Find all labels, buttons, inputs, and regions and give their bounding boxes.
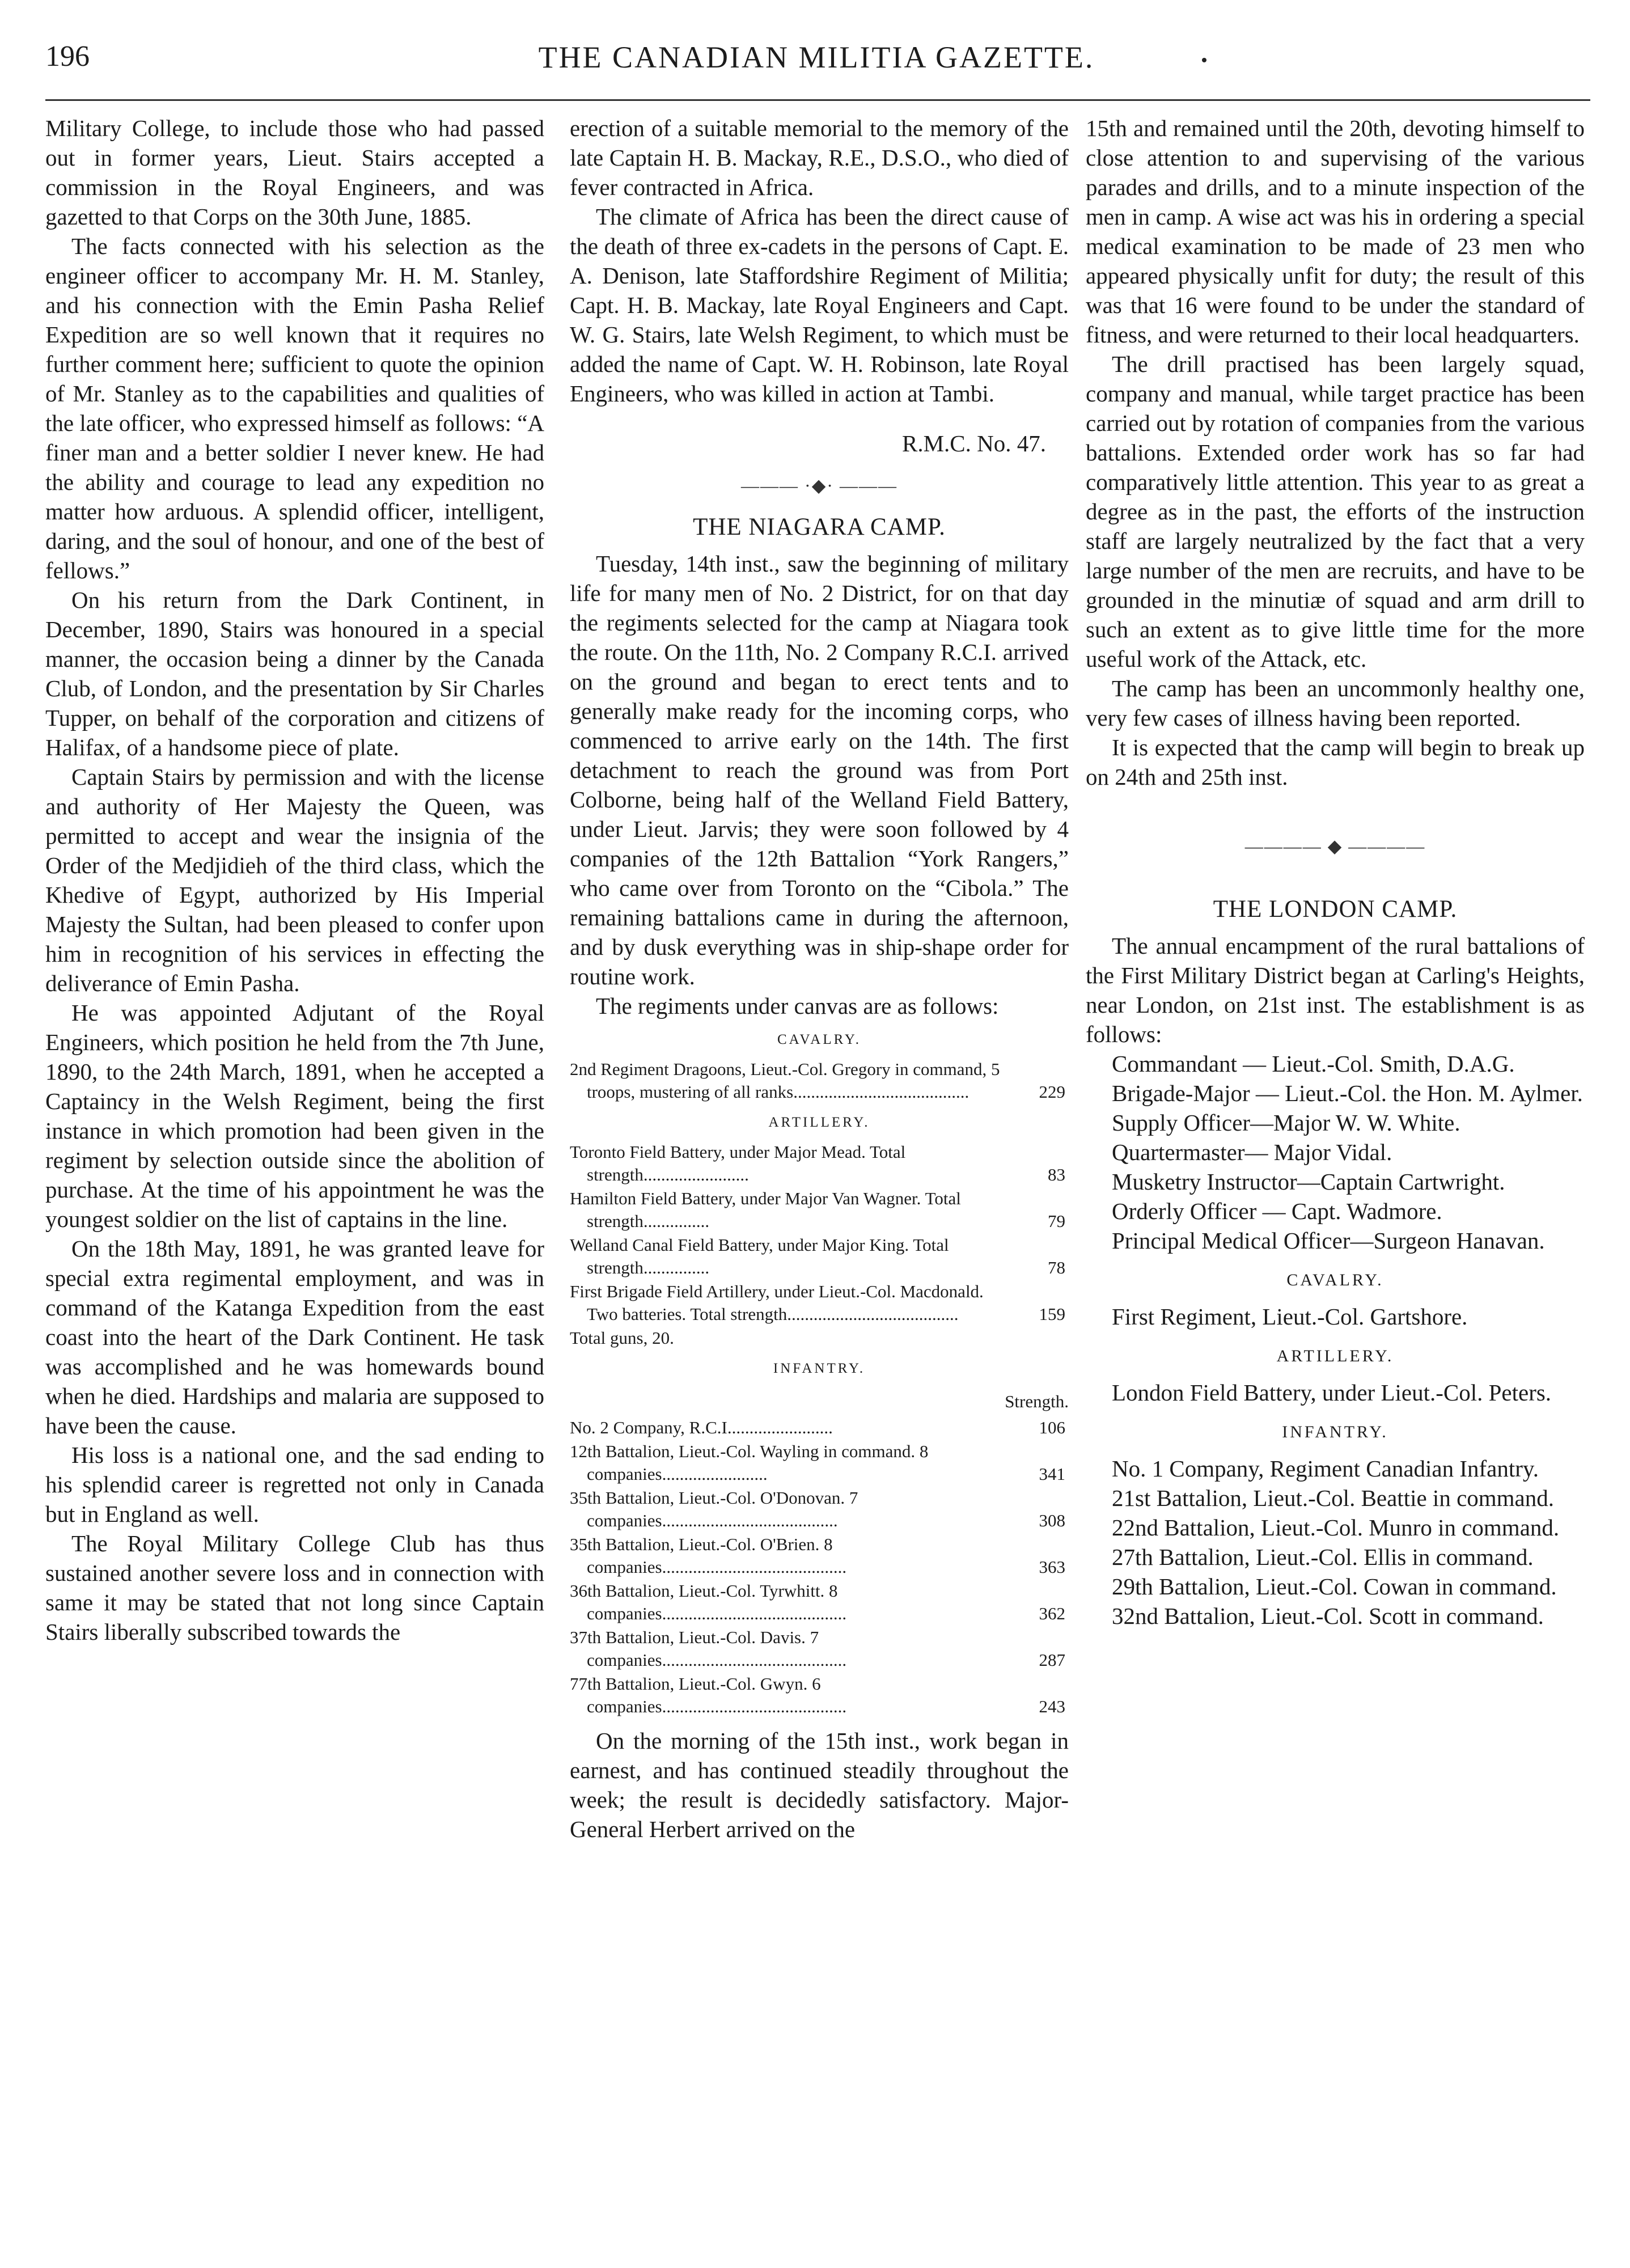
paragraph: erection of a suitable memorial to the memory of the late Captain H. B. Mackay, R.E., D.S.O., who died of fever contracted in Africa. xyxy=(570,115,1069,200)
list-item: 77th Battalion, Lieut.-Col. Gwyn. 6 companies.......................................... 243 xyxy=(570,1674,1065,1716)
cavalry-label: CAVALRY. xyxy=(777,1032,862,1047)
list-item: 21st Battalion, Lieut.-Col. Beattie in command. xyxy=(1112,1485,1555,1511)
list-item: 29th Battalion, Lieut.-Col. Cowan in command. xyxy=(1112,1573,1557,1600)
list-item: Toronto Field Battery, under Major Mead. Total strength........................ 83 xyxy=(570,1142,1065,1184)
paragraph: It is expected that the camp will begin to break up on 24th and 25th inst. xyxy=(1086,734,1585,790)
list-item: 37th Battalion, Lieut.-Col. Davis. 7 companies.......................................... 287 xyxy=(570,1627,1065,1670)
paragraph: 15th and remained until the 20th, devoting himself to close attention to and supervising of the various parades and drills, and to a minute inspection of the men in camp. A wise act was his in ordering a special medical examination to be made of 23 men who appeared physically unfit for duty; the result of this was that 16 were found to be under the standard of fitness, and were returned to their local headquarters. xyxy=(1086,115,1585,348)
list-item: Hamilton Field Battery, under Major Van Wagner. Total strength............... 79 xyxy=(570,1188,1065,1231)
list-item: Quartermaster— Major Vidal. xyxy=(1112,1139,1392,1165)
artillery-label: ARTILLERY. xyxy=(768,1115,870,1130)
list-item: 12th Battalion, Lieut.-Col. Wayling in command. 8 companies........................ 341 xyxy=(570,1441,1065,1484)
list-item: Welland Canal Field Battery, under Major King. Total strength............... 78 xyxy=(570,1235,1065,1277)
column-3 xyxy=(1086,113,1585,2234)
section-ornament: ———— ◆ ———— xyxy=(1244,836,1426,856)
header-rule xyxy=(45,99,1590,101)
paragraph: The facts connected with his selection as the engineer officer to accompany Mr. H. M. Stanley, and his connection with the Emin Pasha Relief Expedition are so well known that it requires no further comment here; sufficient to quote the opinion of Mr. Stanley as to the capabilities and qualities of the late officer, who expressed himself as follows: “A finer man and a better soldier I never knew. He had the ability and courage to lead any expedition no matter how arduous. A splendid officer, intelligent, daring, and the soul of honour, and one of the best of fellows.” xyxy=(45,233,544,583)
list-item: Total guns, 20. xyxy=(570,1328,674,1348)
paragraph: The climate of Africa has been the direct cause of the death of three ex-cadets in the persons of Capt. E. A. Denison, late Staffordshire Regiment of Militia; Capt. H. B. Mackay, late Royal Engineers and Capt. W. G. Stairs, late Welsh Regiment, to which must be added the name of Capt. W. H. Robinson, late Royal Engineers, who was killed in action at Tambi. xyxy=(570,204,1069,407)
page-header xyxy=(45,34,1587,91)
list-item: Brigade-Major — Lieut.-Col. the Hon. M. Aylmer. xyxy=(1112,1080,1583,1106)
list-item: 35th Battalion, Lieut.-Col. O'Brien. 8 companies.......................................... 363 xyxy=(570,1534,1065,1577)
list-item: Orderly Officer — Capt. Wadmore. xyxy=(1112,1198,1442,1224)
column-2 xyxy=(570,113,1069,2234)
paragraph: The Royal Military College Club has thus sustained another severe loss and in connection with same it may be stated that not long since Captain Stairs liberally subscribed towards the xyxy=(45,1530,544,1645)
strength-label: Strength. xyxy=(1005,1391,1069,1411)
signature: R.M.C. No. 47. xyxy=(901,430,1046,456)
page-number: 196 xyxy=(45,40,90,73)
list-item: 36th Battalion, Lieut.-Col. Tyrwhitt. 8 companies.......................................... 362 xyxy=(570,1581,1065,1623)
list-item: No. 2 Company, R.C.I........................ 106 xyxy=(570,1417,1065,1437)
paragraph: The camp has been an uncommonly healthy one, very few cases of illness having been reported. xyxy=(1086,675,1585,731)
artillery-list xyxy=(570,1141,1065,1349)
column-1 xyxy=(45,113,544,2234)
paragraph: His loss is a national one, and the sad ending to his splendid career is regretted not only in Canada but in England as well. xyxy=(45,1442,544,1527)
paragraph: Captain Stairs by permission and with the license and authority of Her Majesty the Queen, was permitted to accept and wear the insignia of the Order of the Medjidieh of the third class, which the Khedive of Egypt, authorized by His Imperial Majesty the Sultan, had been pleased to confer upon him in recognition of his services in effecting the deliverance of Emin Pasha. xyxy=(45,764,544,996)
list-item: 35th Battalion, Lieut.-Col. O'Donovan. 7 companies........................................ 308 xyxy=(570,1488,1065,1530)
list-item: 2nd Regiment Dragoons, Lieut.-Col. Gregory in command, 5 troops, mustering of all ranks........................................ 229 xyxy=(570,1059,1065,1102)
list-item: 27th Battalion, Lieut.-Col. Ellis in command. xyxy=(1112,1544,1534,1570)
establishment-list xyxy=(1086,1049,1585,1255)
artillery-label: ARTILLERY. xyxy=(1276,1347,1394,1365)
list-item: No. 1 Company, Regiment Canadian Infantry. xyxy=(1112,1455,1539,1482)
list-item: First Regiment, Lieut.-Col. Gartshore. xyxy=(1112,1304,1468,1330)
cavalry-label: CAVALRY. xyxy=(1286,1271,1384,1289)
cavalry-list xyxy=(570,1058,1065,1103)
list-item: 32nd Battalion, Lieut.-Col. Scott in command. xyxy=(1112,1603,1544,1629)
paragraph: On the morning of the 15th inst., work began in earnest, and has continued steadily throughout the week; the result is decidedly satisfactory. Major-General Herbert arrived on the xyxy=(570,1728,1069,1842)
infantry-list xyxy=(1086,1454,1585,1631)
infantry-label: INFANTRY. xyxy=(773,1361,866,1376)
list-item: 22nd Battalion, Lieut.-Col. Munro in command. xyxy=(1112,1514,1560,1541)
infantry-label: INFANTRY. xyxy=(1282,1423,1388,1441)
list-item: First Brigade Field Artillery, under Lieut.-Col. Macdonald. Two batteries. Total strength....................................... 159 xyxy=(570,1281,1065,1324)
list-item: Supply Officer—Major W. W. White. xyxy=(1112,1110,1460,1136)
niagara-camp-heading: THE NIAGARA CAMP. xyxy=(693,514,946,540)
paragraph: The annual encampment of the rural battalions of the First Military District began at Carling's Heights, near London, on 21st inst. The establishment is as follows: xyxy=(1086,933,1585,1047)
paragraph: The regiments under canvas are as follows: xyxy=(596,993,999,1019)
paragraph: He was appointed Adjutant of the Royal Engineers, which position he held from the 7th June, 1890, to the 24th March, 1891, when he accepted a Captaincy in the Welsh Regiment, being the first instance in which promotion had been given in the regiment by selection outside since the abolition of purchase. At the time of his appointment he was the youngest soldier on the list of captains in the line. xyxy=(45,1000,544,1232)
paragraph: The drill practised has been largely squad, company and manual, while target practice has been carried out by rotation of companies from the various battalions. Extended order work has so far had comparatively little attention. This year to as great a degree as in the past, the efforts of the instruction staff are largely neutralized by the fact that a very large number of the men are recruits, and have to be grounded in the minutiæ of squad and arm drill to such an extent as to give little time for the more useful work of the Attack, etc. xyxy=(1086,351,1585,672)
list-item: Commandant — Lieut.-Col. Smith, D.A.G. xyxy=(1112,1051,1515,1077)
paragraph: On his return from the Dark Continent, in December, 1890, Stairs was honoured in a special manner, the occasion being a dinner by the Canada Club, of London, and the presentation by Sir Charles Tupper, on behalf of the corporation and citizens of Halifax, of a handsome piece of plate. xyxy=(45,587,544,760)
list-item: London Field Battery, under Lieut.-Col. Peters. xyxy=(1112,1380,1552,1406)
infantry-list xyxy=(570,1416,1065,1718)
list-item: Principal Medical Officer—Surgeon Hanavan. xyxy=(1112,1228,1545,1254)
paragraph: Military College, to include those who had passed out in former years, Lieut. Stairs accepted a commission in the Royal Engineers, and was gazetted to that Corps on the 30th June, 1885. xyxy=(45,115,544,230)
paragraph: On the 18th May, 1891, he was granted leave for special extra regimental employment, and was in command of the Katanga Expedition from the east coast into the heart of the Dark Continent. He task was accomplished and he was homewards bound when he died. Hardships and malaria are supposed to have been the cause. xyxy=(45,1235,544,1438)
paragraph: Tuesday, 14th inst., saw the beginning of military life for many men of No. 2 District, for on that day the regiments selected for the camp at Niagara took the route. On the 11th, No. 2 Company R.C.I. arrived on the ground and began to erect tents and to generally make ready for the incoming corps, who commenced to arrive early on the 14th. The first detachment to reach the ground was from Port Colborne, being half of the Welland Field Battery, under Lieut. Jarvis; they were soon followed by 4 companies of the 12th Battalion “York Rangers,” who came over from Toronto on the “Cibola.” The remaining battalions came in during the afternoon, and by dusk everything was in ship-shape order for routine work. xyxy=(570,551,1069,989)
section-ornament: ——— ·◆· ——— xyxy=(741,475,897,496)
publication-title: THE CANADIAN MILITIA GAZETTE. xyxy=(538,40,1095,74)
london-camp-heading: THE LONDON CAMP. xyxy=(1213,896,1458,923)
header-dot xyxy=(1202,58,1206,62)
list-item: Musketry Instructor—Captain Cartwright. xyxy=(1112,1169,1505,1195)
